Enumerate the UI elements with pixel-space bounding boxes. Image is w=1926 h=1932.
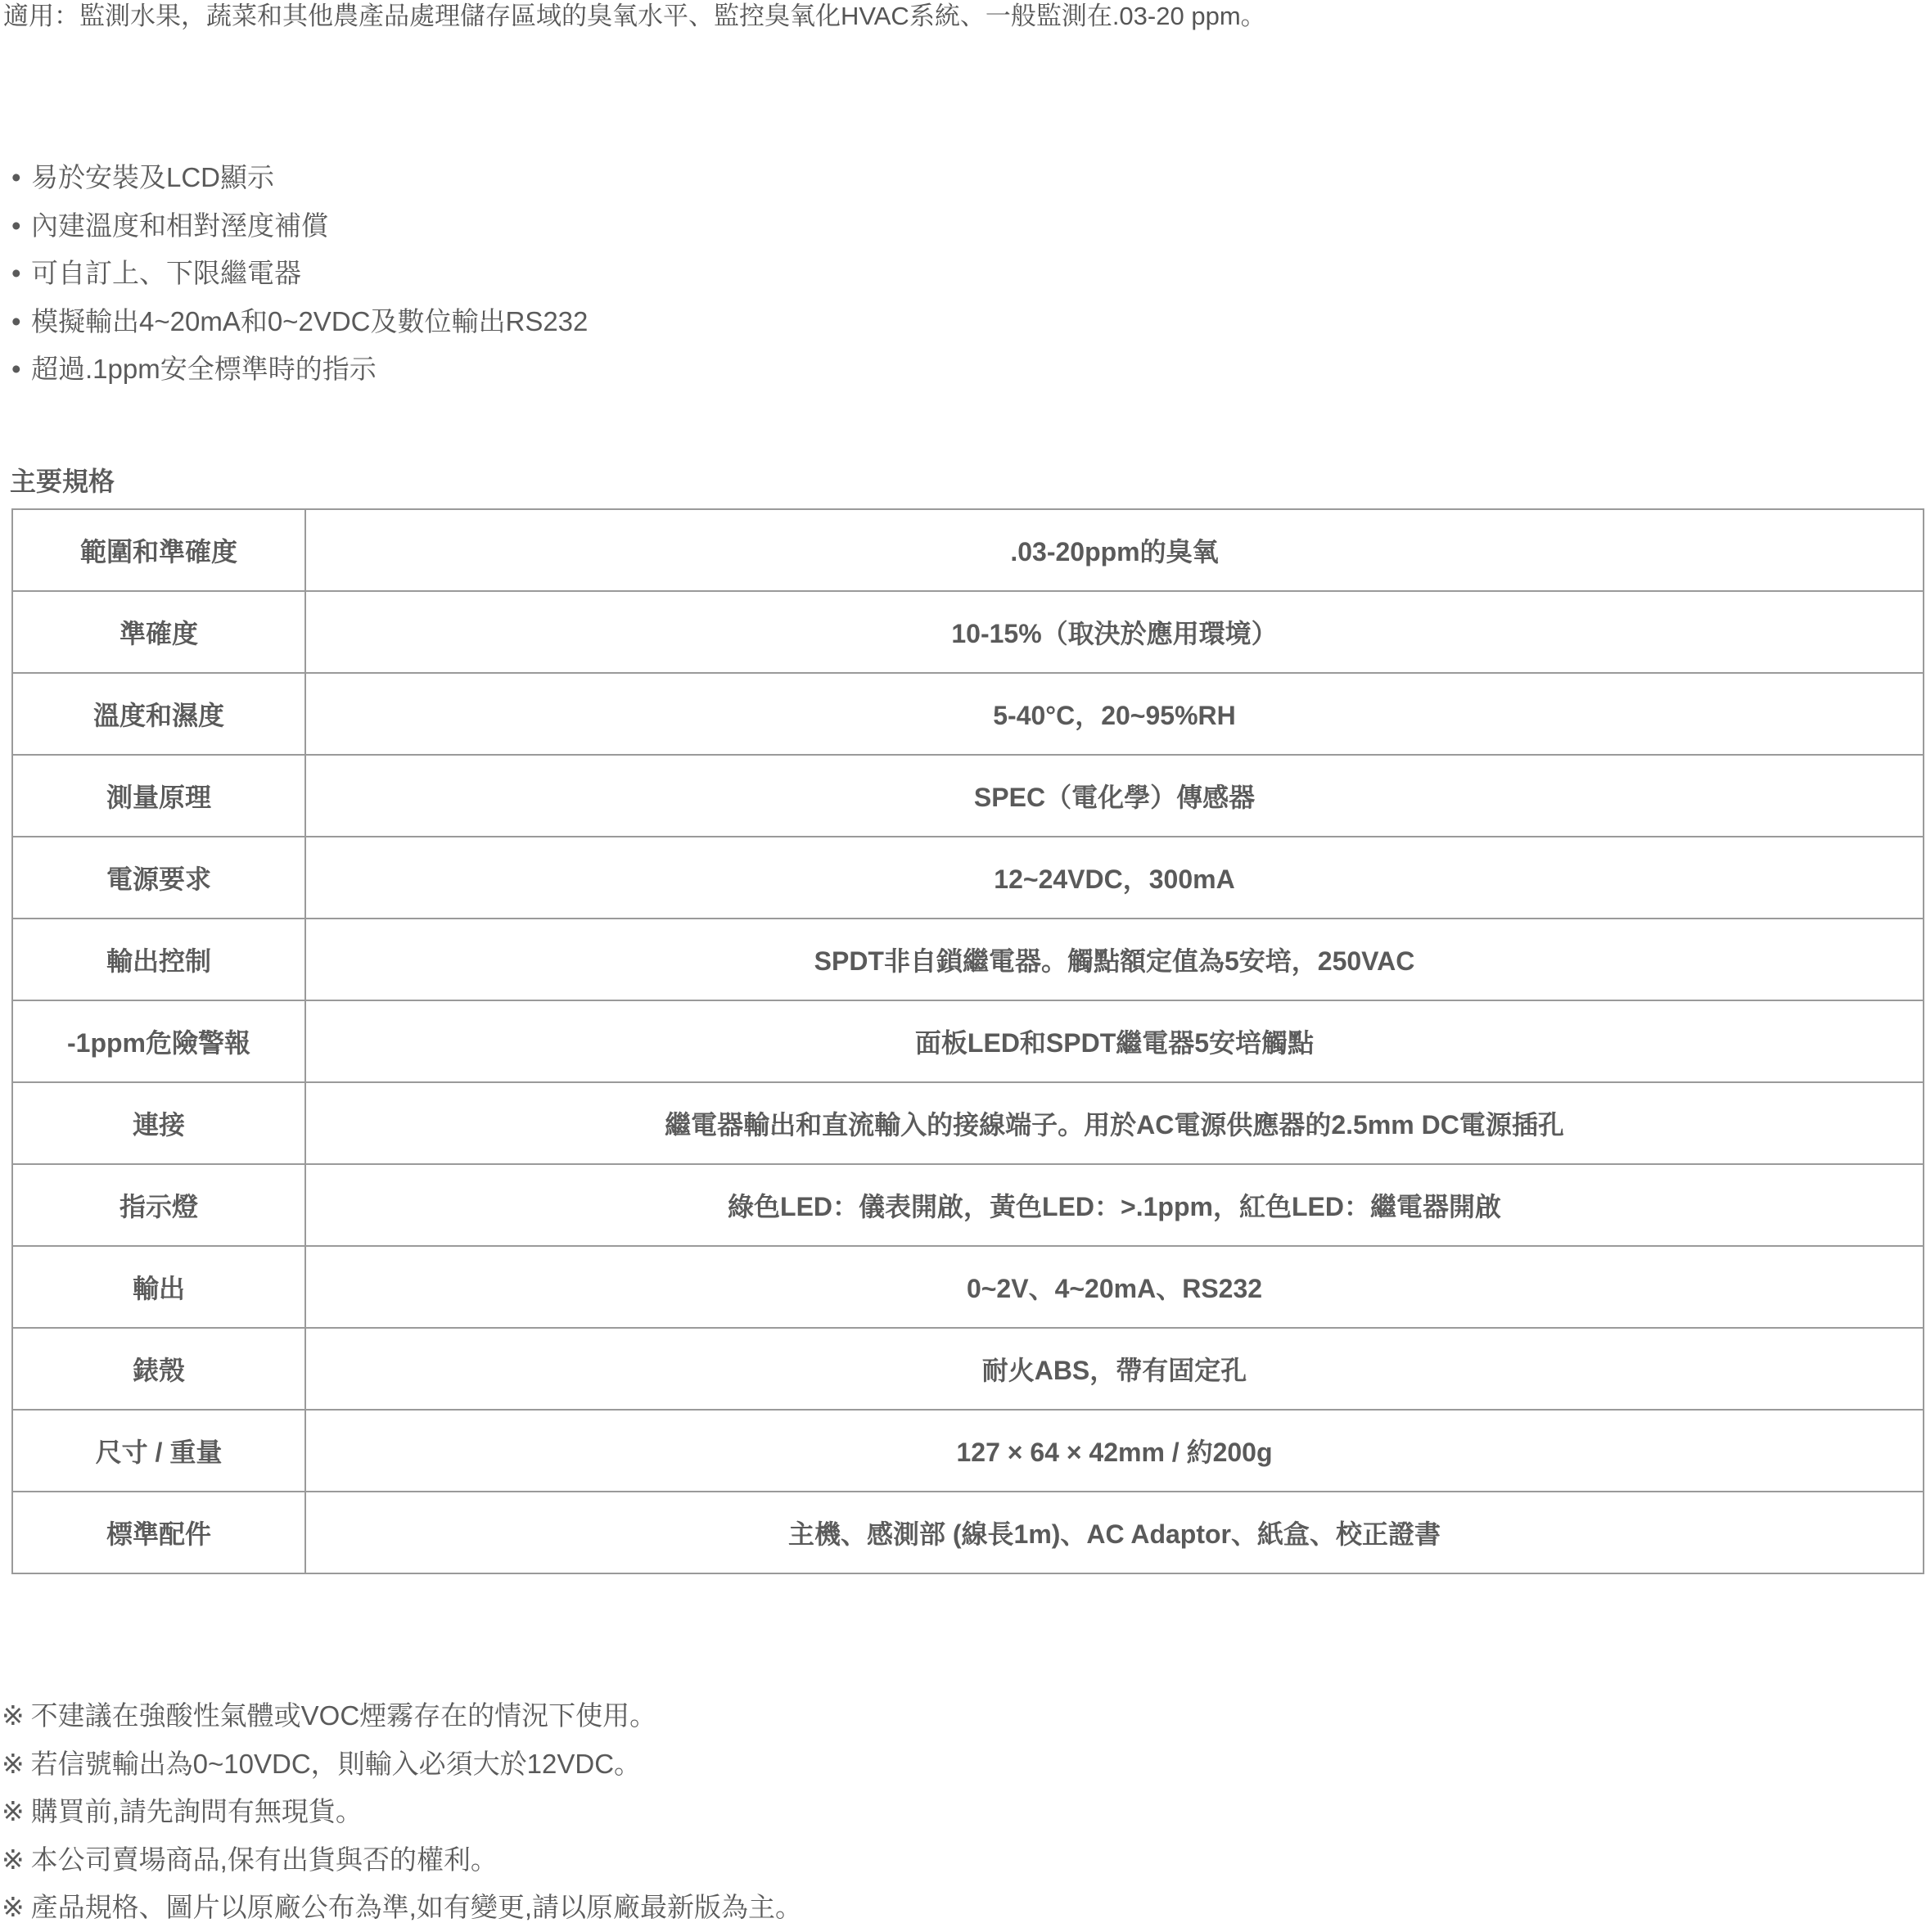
spec-heading: 主要規格: [10, 467, 115, 496]
spec-value: 0~2V、4~20mA、RS232: [305, 1246, 1924, 1328]
feature-item: [11, 154, 588, 202]
feature-text: 模擬輸出4~20mA和0~2VDC及數位輸出RS232: [31, 305, 589, 336]
spec-value: 主機、感測部 (線長1m)、AC Adaptor、紙盒、校正證書: [305, 1492, 1924, 1573]
feature-item: [11, 250, 588, 298]
reference-mark-icon: ※: [2, 1700, 25, 1731]
spec-value: 5-40°C，20~95%RH: [305, 673, 1924, 755]
spec-value: SPEC（電化學）傳感器: [305, 755, 1924, 837]
note-item: [2, 1836, 802, 1885]
spec-value: 繼電器輸出和直流輸入的接線端子。用於AC電源供應器的2.5mm DC電源插孔: [305, 1082, 1924, 1164]
spec-label: 輸出: [12, 1246, 305, 1328]
note-text: 產品規格、圖片以原廠公布為準,如有變更,請以原廠最新版為主。: [30, 1892, 802, 1922]
feature-list: [11, 154, 588, 394]
note-item: [2, 1884, 802, 1932]
spec-value: 127 × 64 × 42mm / 約200g: [305, 1410, 1924, 1492]
spec-label: 測量原理: [12, 755, 305, 837]
spec-value: 面板LED和SPDT繼電器5安培觸點: [305, 1000, 1924, 1082]
reference-mark-icon: ※: [2, 1892, 25, 1922]
spec-label: 標準配件: [12, 1492, 305, 1573]
spec-label: 準確度: [12, 591, 305, 673]
table-row: [12, 1164, 1924, 1246]
spec-label: 連接: [12, 1082, 305, 1164]
feature-text: 超過.1ppm安全標準時的指示: [31, 354, 377, 384]
bullet-icon: •: [11, 210, 21, 241]
spec-value: .03-20ppm的臭氧: [305, 509, 1924, 591]
feature-item: [11, 202, 588, 251]
note-text: 不建議在強酸性氣體或VOC煙霧存在的情況下使用。: [30, 1700, 657, 1731]
spec-value: SPDT非自鎖繼電器。觸點額定值為5安培，250VAC: [305, 919, 1924, 1000]
spec-value: 12~24VDC，300mA: [305, 837, 1924, 919]
table-row: [12, 673, 1924, 755]
table-row: [12, 755, 1924, 837]
table-row: [12, 1246, 1924, 1328]
reference-mark-icon: ※: [2, 1844, 25, 1875]
reference-mark-icon: ※: [2, 1796, 25, 1826]
table-row: [12, 837, 1924, 919]
table-row: [12, 591, 1924, 673]
table-row: [12, 1492, 1924, 1573]
spec-value: 耐火ABS，帶有固定孔: [305, 1328, 1924, 1410]
note-item: [2, 1692, 802, 1740]
feature-item: [11, 345, 588, 394]
bullet-icon: •: [11, 258, 21, 288]
spec-label: -1ppm危險警報: [12, 1000, 305, 1082]
bullet-icon: •: [11, 162, 21, 192]
feature-item: [11, 298, 588, 346]
table-row: [12, 919, 1924, 1000]
note-text: 本公司賣場商品,保有出貨與否的權利。: [30, 1844, 498, 1875]
table-row: [12, 1082, 1924, 1164]
table-row: [12, 1328, 1924, 1410]
note-text: 購買前,請先詢問有無現貨。: [30, 1796, 363, 1826]
spec-value: 10-15%（取決於應用環境）: [305, 591, 1924, 673]
note-text: 若信號輸出為0~10VDC，則輸入必須大於12VDC。: [30, 1748, 642, 1779]
spec-label: 範圍和準確度: [12, 509, 305, 591]
spec-label: 指示燈: [12, 1164, 305, 1246]
bullet-icon: •: [11, 354, 21, 384]
spec-table: [11, 508, 1924, 1574]
note-item: [2, 1740, 802, 1789]
notes-list: [2, 1692, 802, 1932]
reference-mark-icon: ※: [2, 1748, 25, 1779]
feature-text: 可自訂上、下限繼電器: [31, 258, 301, 288]
feature-text: 內建溫度和相對溼度補償: [31, 210, 328, 241]
table-row: [12, 509, 1924, 591]
spec-value: 綠色LED：儀表開啟，黃色LED：>.1ppm，紅色LED：繼電器開啟: [305, 1164, 1924, 1246]
spec-label: 錶殼: [12, 1328, 305, 1410]
bullet-icon: •: [11, 305, 21, 336]
spec-label: 輸出控制: [12, 919, 305, 1000]
intro-text: 適用：監測水果，蔬菜和其他農產品處理儲存區域的臭氧水平、監控臭氧化HVAC系統、一般監測在.03-20 ppm。: [3, 2, 1266, 30]
table-row: [12, 1000, 1924, 1082]
table-row: [12, 1410, 1924, 1492]
note-item: [2, 1788, 802, 1836]
spec-label: 尺寸 / 重量: [12, 1410, 305, 1492]
feature-text: 易於安裝及LCD顯示: [31, 162, 275, 192]
spec-label: 溫度和濕度: [12, 673, 305, 755]
spec-label: 電源要求: [12, 837, 305, 919]
